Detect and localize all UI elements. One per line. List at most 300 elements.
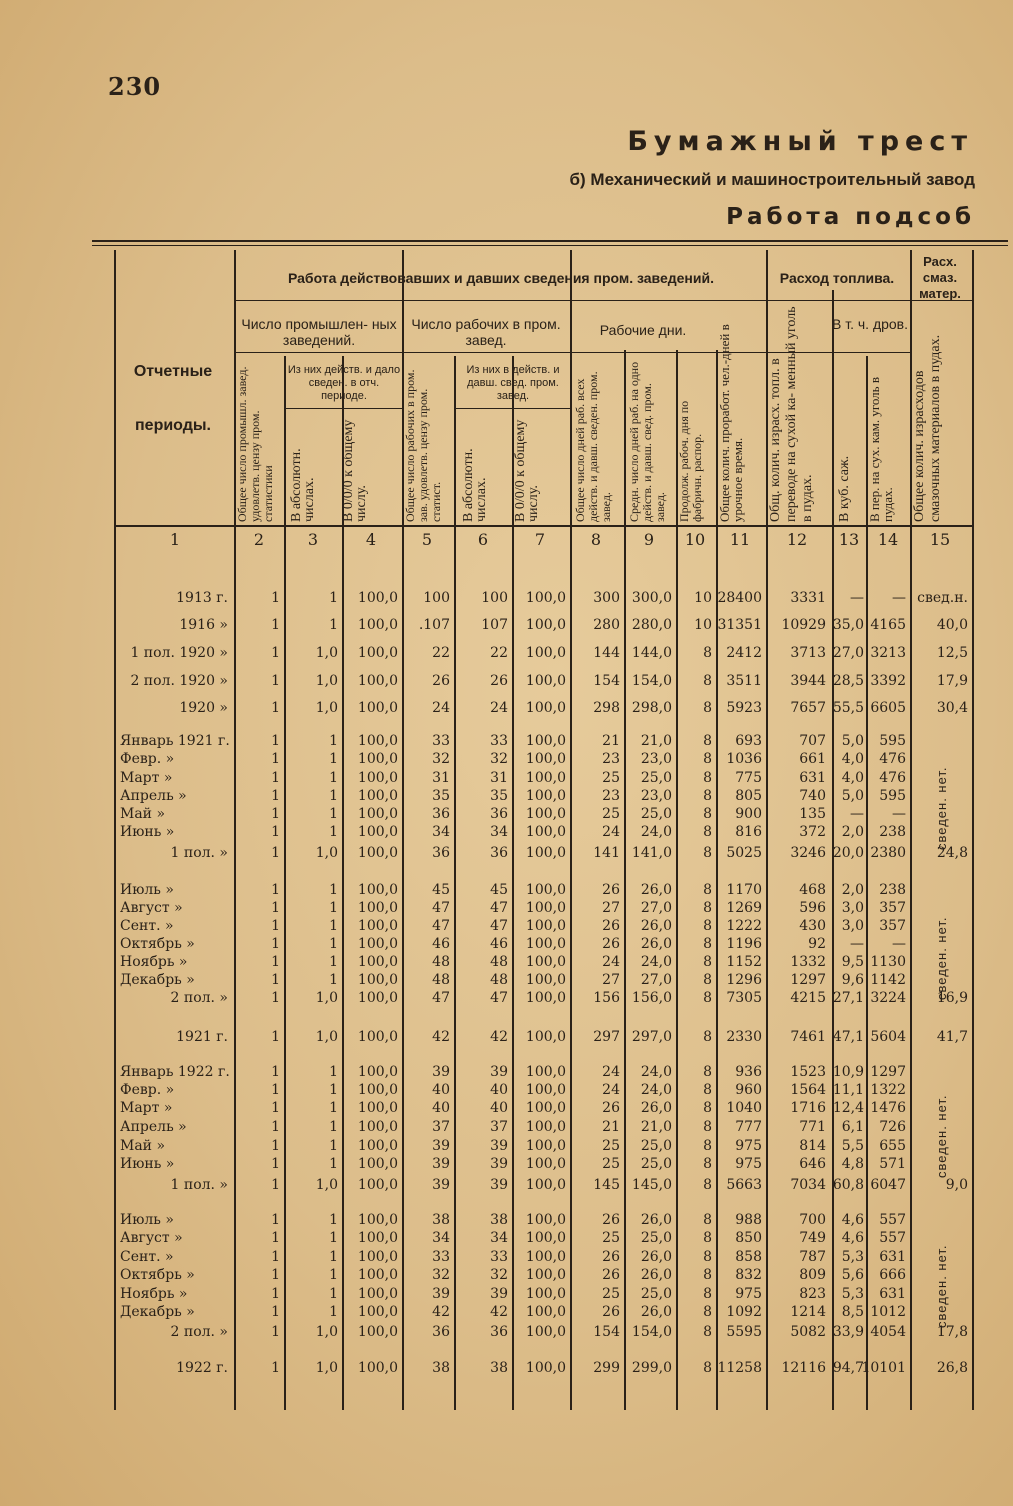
table-row <box>0 1064 1013 1082</box>
period-label: Февр. » <box>120 751 175 767</box>
table-cell: 816 <box>735 824 762 840</box>
sub-header-of-them-2: Из них в действ. и давш. свед. пром. завед. <box>466 364 560 402</box>
table-cell: 24,0 <box>640 954 672 970</box>
table-cell: 100,0 <box>525 617 566 633</box>
table-cell: 4,6 <box>841 1230 864 1246</box>
table-row <box>0 936 1013 954</box>
table-cell: 100,0 <box>525 1324 566 1340</box>
table-cell: 1170 <box>726 882 762 898</box>
table-cell: 100,0 <box>357 882 398 898</box>
table-cell: 55,5 <box>832 700 864 716</box>
table-cell: 36 <box>490 806 508 822</box>
table-cell: 1,0 <box>315 645 338 661</box>
table-cell: 1 <box>329 900 338 916</box>
table-cell: 8 <box>703 1212 712 1228</box>
table-cell: 666 <box>879 1267 906 1283</box>
table-cell: 154 <box>593 1324 620 1340</box>
table-cell: 4054 <box>870 1324 906 1340</box>
table-cell: 34 <box>490 824 508 840</box>
table-cell: 156 <box>593 990 620 1006</box>
table-cell: 39 <box>432 1156 450 1172</box>
period-label: Октябрь » <box>120 1267 195 1283</box>
period-label: 1920 » <box>179 700 228 716</box>
table-cell: 26,8 <box>936 1360 968 1376</box>
table-cell: 100,0 <box>525 1212 566 1228</box>
period-label: 1922 г. <box>176 1360 228 1376</box>
table-cell: 700 <box>799 1212 826 1228</box>
grid-hline <box>454 408 570 409</box>
table-cell: 1 <box>271 788 280 804</box>
table-cell: 1332 <box>790 954 826 970</box>
table-cell: 1,0 <box>315 700 338 716</box>
table-cell: 1,0 <box>315 1360 338 1376</box>
table-cell: 1 <box>271 845 280 861</box>
table-cell: 100,0 <box>357 845 398 861</box>
table-cell: 8 <box>703 788 712 804</box>
table-cell: 100,0 <box>357 770 398 786</box>
table-cell: 23,0 <box>640 751 672 767</box>
column-number: 1 <box>169 530 181 549</box>
period-label: 1913 г. <box>176 590 228 606</box>
table-cell: 1222 <box>726 918 762 934</box>
table-cell: 1 <box>271 1119 280 1135</box>
table-cell: 1130 <box>870 954 906 970</box>
table-cell: 100,0 <box>357 590 398 606</box>
table-cell: 100,0 <box>525 1064 566 1080</box>
table-row <box>0 824 1013 842</box>
period-label: Июль » <box>120 1212 174 1228</box>
table-cell: 100,0 <box>525 900 566 916</box>
table-cell: 144 <box>593 645 620 661</box>
table-cell: 27 <box>602 900 620 916</box>
table-row <box>0 1304 1013 1322</box>
table-cell: 1 <box>271 733 280 749</box>
table-cell: 5,3 <box>841 1286 864 1302</box>
top-rule <box>92 240 1008 242</box>
table-cell: 8 <box>703 733 712 749</box>
table-cell: 48 <box>432 954 450 970</box>
header-col-14: В пер. на сух. кам. уголь в пудах. <box>867 377 895 522</box>
table-cell: 476 <box>879 770 906 786</box>
table-cell: 1 <box>271 900 280 916</box>
table-cell: 26 <box>602 1100 620 1116</box>
table-cell: 47 <box>432 918 450 934</box>
table-cell: 1036 <box>726 751 762 767</box>
table-cell: 297,0 <box>631 1029 672 1045</box>
table-cell: 1 <box>271 770 280 786</box>
table-cell: 100,0 <box>525 918 566 934</box>
table-cell: 3511 <box>726 673 762 689</box>
table-cell: 46 <box>490 936 508 952</box>
table-cell: 31351 <box>717 617 762 633</box>
column-number: 11 <box>729 530 751 549</box>
table-cell: 156,0 <box>631 990 672 1006</box>
table-cell: 40,0 <box>936 617 968 633</box>
table-cell: 30,4 <box>936 700 968 716</box>
table-cell: 12,4 <box>832 1100 864 1116</box>
period-label: Март » <box>120 770 173 786</box>
table-row <box>0 1324 1013 1342</box>
table-cell: 23 <box>602 751 620 767</box>
page-number: 230 <box>108 72 162 101</box>
table-cell: 100,0 <box>525 700 566 716</box>
header-col-2: Общее число промышл. завед. удовлетв. цензу пром. статистики <box>235 366 275 522</box>
table-cell: 1 <box>271 1064 280 1080</box>
table-cell: 100,0 <box>525 824 566 840</box>
header-col-5: Общее число рабочих в пром. зав. удовлетв. цензу пром. статист. <box>403 369 443 522</box>
period-label: Август » <box>120 900 183 916</box>
table-cell: 1092 <box>726 1304 762 1320</box>
table-cell: 20,0 <box>832 845 864 861</box>
column-number: 15 <box>929 530 951 549</box>
period-label: 1921 г. <box>176 1029 228 1045</box>
table-cell: 25 <box>602 806 620 822</box>
table-cell: 154,0 <box>631 1324 672 1340</box>
table-cell: 1 <box>271 1156 280 1172</box>
table-cell: 100,0 <box>357 751 398 767</box>
table-cell: 1 <box>271 1230 280 1246</box>
table-cell: 2412 <box>726 645 762 661</box>
table-cell: 646 <box>799 1156 826 1172</box>
table-cell: 8 <box>703 990 712 1006</box>
table-cell: 1 <box>329 1304 338 1320</box>
table-cell: 3,0 <box>841 900 864 916</box>
period-label: Сент. » <box>120 918 174 934</box>
table-row <box>0 788 1013 806</box>
table-cell: 1 <box>271 751 280 767</box>
table-cell: 936 <box>735 1064 762 1080</box>
table-cell: 8 <box>703 882 712 898</box>
table-cell: 1 <box>329 590 338 606</box>
table-cell: 1716 <box>790 1100 826 1116</box>
table-cell: 1 <box>329 788 338 804</box>
table-cell: 3392 <box>870 673 906 689</box>
table-row <box>0 990 1013 1008</box>
period-label: Март » <box>120 1100 173 1116</box>
table-cell: 809 <box>799 1267 826 1283</box>
table-cell: 8 <box>703 1177 712 1193</box>
table-cell: 823 <box>799 1286 826 1302</box>
table-cell: 1 <box>271 1029 280 1045</box>
table-cell: 39 <box>432 1064 450 1080</box>
table-row <box>0 806 1013 824</box>
table-cell: — <box>892 806 906 822</box>
table-cell: 100,0 <box>525 1082 566 1098</box>
no-data-note-4: сведен. нет. <box>934 1244 949 1328</box>
table-row <box>0 1267 1013 1285</box>
table-cell: 154 <box>593 673 620 689</box>
table-cell: 33 <box>490 1249 508 1265</box>
table-cell: 1 <box>329 972 338 988</box>
table-cell: 35 <box>432 788 450 804</box>
group-header-main: Работа действовавших и давших сведения пром. заведений. <box>287 270 714 286</box>
table-cell: 4,0 <box>841 751 864 767</box>
table-cell: 22 <box>490 645 508 661</box>
table-cell: 46 <box>432 936 450 952</box>
table-cell: 596 <box>799 900 826 916</box>
header-col-15: Общее колич. израсходов смазочных материалов в пудах. <box>912 334 943 522</box>
table-cell: 32 <box>490 1267 508 1283</box>
table-cell: 740 <box>799 788 826 804</box>
period-label: Август » <box>120 1230 183 1246</box>
table-cell: 1 <box>271 936 280 952</box>
table-cell: 39 <box>490 1064 508 1080</box>
table-cell: 2330 <box>726 1029 762 1045</box>
table-cell: 26 <box>602 1212 620 1228</box>
table-cell: 9,0 <box>945 1177 968 1193</box>
period-label: Июнь » <box>120 824 175 840</box>
table-cell: 4165 <box>870 617 906 633</box>
table-cell: 26 <box>602 936 620 952</box>
table-cell: 24 <box>602 824 620 840</box>
table-cell: 1 <box>271 700 280 716</box>
table-cell: 280,0 <box>631 617 672 633</box>
table-cell: 145 <box>593 1177 620 1193</box>
table-cell: 10,9 <box>832 1064 864 1080</box>
table-cell: 100,0 <box>357 673 398 689</box>
table-cell: 24 <box>432 700 450 716</box>
table-cell: 39 <box>490 1177 508 1193</box>
table-cell: 100,0 <box>357 824 398 840</box>
table-cell: 1 <box>329 733 338 749</box>
table-cell: 47 <box>490 900 508 916</box>
table-cell: 8 <box>703 824 712 840</box>
table-cell: 297 <box>593 1029 620 1045</box>
table-cell: 100,0 <box>357 990 398 1006</box>
table-cell: 8 <box>703 751 712 767</box>
column-number: 13 <box>838 530 860 549</box>
table-cell: 100,0 <box>357 936 398 952</box>
table-cell: 8 <box>703 770 712 786</box>
table-cell: 100,0 <box>525 1138 566 1154</box>
table-cell: 1,0 <box>315 845 338 861</box>
table-cell: 100,0 <box>357 1230 398 1246</box>
table-cell: 25,0 <box>640 1230 672 1246</box>
table-cell: 1 <box>329 882 338 898</box>
table-cell: 7305 <box>726 990 762 1006</box>
column-number: 9 <box>643 530 655 549</box>
table-cell: 27,0 <box>640 972 672 988</box>
table-cell: 1 <box>329 806 338 822</box>
table-cell: 5663 <box>726 1177 762 1193</box>
periods-header-line2: периоды. <box>135 417 211 434</box>
table-cell: 8 <box>703 1249 712 1265</box>
periods-header-line1: Отчетные <box>133 363 213 380</box>
table-cell: 1 <box>271 1286 280 1302</box>
table-cell: 8 <box>703 806 712 822</box>
table-cell: 100,0 <box>357 806 398 822</box>
table-cell: 1 <box>271 806 280 822</box>
table-cell: 12,5 <box>936 645 968 661</box>
period-label: Апрель » <box>120 788 187 804</box>
table-cell: 39 <box>432 1138 450 1154</box>
column-number: 10 <box>684 530 706 549</box>
table-cell: 1564 <box>790 1082 826 1098</box>
table-cell: — <box>850 936 864 952</box>
table-cell: 100,0 <box>357 1286 398 1302</box>
table-cell: 100,0 <box>525 590 566 606</box>
period-label: 1 пол. » <box>170 1177 228 1193</box>
table-cell: свед.н. <box>917 590 968 606</box>
table-cell: 693 <box>735 733 762 749</box>
table-cell: 298,0 <box>631 700 672 716</box>
table-cell: 33,9 <box>832 1324 864 1340</box>
table-cell: 280 <box>593 617 620 633</box>
period-label: Май » <box>120 806 166 822</box>
table-cell: 6,1 <box>841 1119 864 1135</box>
table-cell: 47,1 <box>832 1029 864 1045</box>
table-cell: 1 <box>329 1249 338 1265</box>
table-cell: 38 <box>490 1360 508 1376</box>
table-cell: 24,0 <box>640 824 672 840</box>
table-cell: 1 <box>329 1230 338 1246</box>
table-cell: 39 <box>490 1286 508 1302</box>
table-cell: 100,0 <box>357 1156 398 1172</box>
column-number: 7 <box>534 530 546 549</box>
table-cell: 8 <box>703 1100 712 1116</box>
table-cell: 33 <box>432 1249 450 1265</box>
table-cell: 28,5 <box>832 673 864 689</box>
table-cell: 1 <box>271 1082 280 1098</box>
table-row <box>0 733 1013 751</box>
table-cell: 1 <box>329 954 338 970</box>
table-cell: 1 <box>271 1360 280 1376</box>
table-cell: 1 <box>329 1119 338 1135</box>
table-cell: 1 <box>329 1082 338 1098</box>
period-label: Январь 1922 г. <box>120 1064 230 1080</box>
table-cell: 38 <box>432 1212 450 1228</box>
table-cell: 33 <box>490 733 508 749</box>
table-cell: 100,0 <box>357 900 398 916</box>
table-cell: 655 <box>879 1138 906 1154</box>
table-cell: 25 <box>602 1156 620 1172</box>
table-row <box>0 1138 1013 1156</box>
header-col-11: Общее колич. проработ. чел.-дней в урочное время. <box>717 324 745 522</box>
period-label: Октябрь » <box>120 936 195 952</box>
table-cell: 8 <box>703 1267 712 1283</box>
column-number: 4 <box>365 530 377 549</box>
table-cell: 42 <box>432 1304 450 1320</box>
table-cell: 100 <box>423 590 450 606</box>
table-cell: 31 <box>490 770 508 786</box>
table-cell: 42 <box>432 1029 450 1045</box>
table-cell: 1012 <box>870 1304 906 1320</box>
table-cell: 100,0 <box>357 1064 398 1080</box>
table-cell: 1297 <box>870 1064 906 1080</box>
table-cell: 430 <box>799 918 826 934</box>
table-cell: 100,0 <box>525 1029 566 1045</box>
table-cell: 661 <box>799 751 826 767</box>
table-cell: 357 <box>879 918 906 934</box>
table-cell: 1 <box>329 1100 338 1116</box>
table-cell: 26,0 <box>640 1267 672 1283</box>
table-cell: 100,0 <box>357 1249 398 1265</box>
table-cell: 900 <box>735 806 762 822</box>
table-cell: 100,0 <box>357 1360 398 1376</box>
table-cell: 100,0 <box>357 1177 398 1193</box>
table-cell: 8 <box>703 936 712 952</box>
table-cell: 48 <box>432 972 450 988</box>
sub-header-days: Рабочие дни. <box>599 322 687 338</box>
table-cell: 1297 <box>790 972 826 988</box>
table-cell: 571 <box>879 1156 906 1172</box>
period-label: 1916 » <box>179 617 228 633</box>
table-cell: 7657 <box>790 700 826 716</box>
table-cell: 10929 <box>781 617 826 633</box>
table-cell: 100,0 <box>357 918 398 934</box>
table-cell: 595 <box>879 733 906 749</box>
table-cell: 36 <box>490 845 508 861</box>
table-cell: 8 <box>703 700 712 716</box>
table-row <box>0 882 1013 900</box>
table-row <box>0 1286 1013 1304</box>
table-cell: 1523 <box>790 1064 826 1080</box>
table-cell: 25,0 <box>640 1156 672 1172</box>
table-cell: 1 <box>271 1249 280 1265</box>
table-cell: 1 <box>271 590 280 606</box>
table-cell: 47 <box>490 918 508 934</box>
table-cell: 100,0 <box>525 1304 566 1320</box>
table-cell: 1 <box>271 1304 280 1320</box>
table-cell: 21,0 <box>640 733 672 749</box>
table-cell: 1,0 <box>315 673 338 689</box>
header-col-3: В абсолютн. числах. <box>289 448 317 522</box>
table-cell: 814 <box>799 1138 826 1154</box>
table-cell: 47 <box>432 900 450 916</box>
table-cell: 8 <box>703 954 712 970</box>
table-cell: 39 <box>490 1138 508 1154</box>
section-title: Работа подсоб <box>726 204 975 230</box>
table-cell: 22 <box>432 645 450 661</box>
table-cell: 8,5 <box>841 1304 864 1320</box>
table-row <box>0 770 1013 788</box>
table-cell: 42 <box>490 1029 508 1045</box>
table-cell: 100,0 <box>357 1267 398 1283</box>
table-cell: 1040 <box>726 1100 762 1116</box>
table-cell: 39 <box>432 1177 450 1193</box>
table-cell: 135 <box>799 806 826 822</box>
table-cell: 100,0 <box>525 770 566 786</box>
table-cell: 8 <box>703 673 712 689</box>
table-cell: 5,6 <box>841 1267 864 1283</box>
table-cell: 42 <box>490 1304 508 1320</box>
table-row <box>0 700 1013 718</box>
table-cell: 26,0 <box>640 936 672 952</box>
table-cell: 21,0 <box>640 1119 672 1135</box>
table-cell: 1142 <box>870 972 906 988</box>
table-cell: 100,0 <box>357 617 398 633</box>
table-cell: 38 <box>490 1212 508 1228</box>
grid-hline <box>284 408 402 409</box>
table-cell: 1 <box>329 936 338 952</box>
table-cell: 10 <box>694 617 712 633</box>
table-cell: 749 <box>799 1230 826 1246</box>
table-cell: 40 <box>490 1100 508 1116</box>
table-cell: 100,0 <box>525 788 566 804</box>
table-cell: 858 <box>735 1249 762 1265</box>
period-label: 1 пол. 1920 » <box>130 645 228 661</box>
periods-header <box>118 345 228 453</box>
group-header-lub: Расх. смаз. матер. <box>919 254 961 301</box>
table-cell: 100,0 <box>525 1100 566 1116</box>
table-cell: 23 <box>602 788 620 804</box>
table-cell: 45 <box>432 882 450 898</box>
table-cell: 476 <box>879 751 906 767</box>
table-cell: 26 <box>602 1249 620 1265</box>
period-label: 1 пол. » <box>170 845 228 861</box>
table-cell: 100,0 <box>357 1119 398 1135</box>
table-cell: 1 <box>271 673 280 689</box>
